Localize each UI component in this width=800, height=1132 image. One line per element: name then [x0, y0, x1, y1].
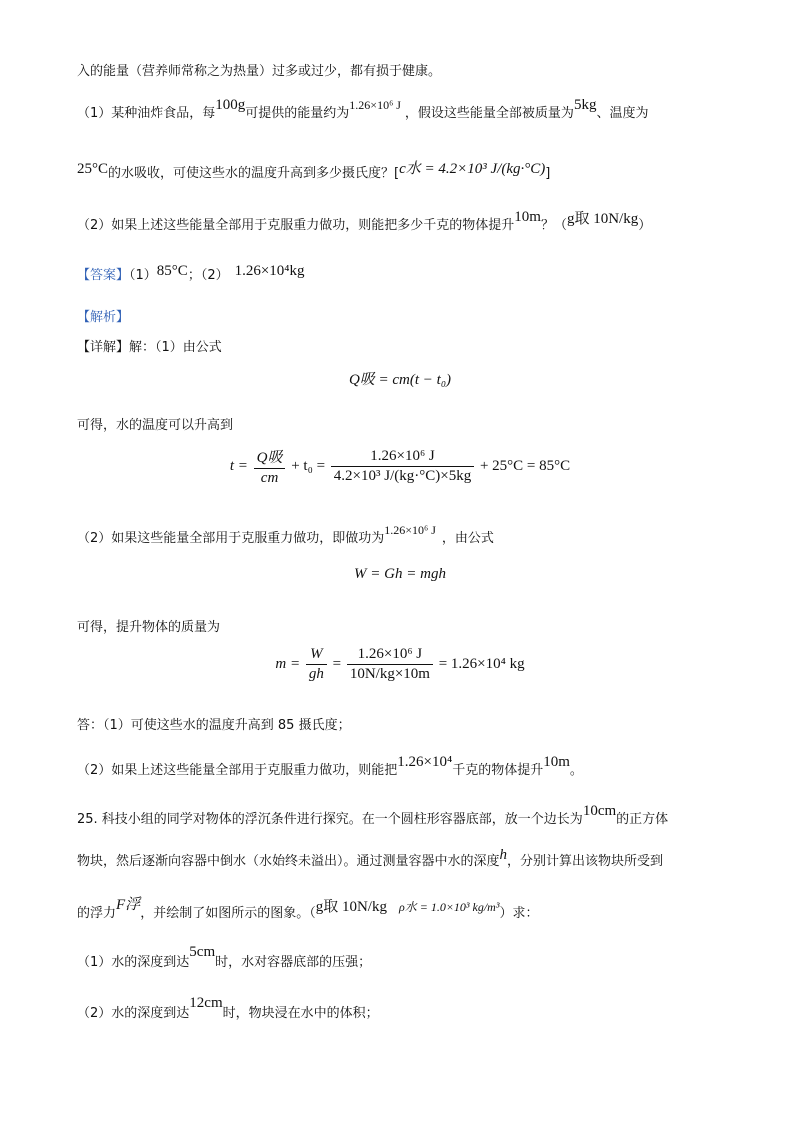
q25-sub2-value: 12cm: [189, 995, 223, 1011]
eq4-f1-den: gh: [308, 666, 324, 682]
equation-heat: Q吸 = cm(t − t₀): [348, 372, 452, 388]
conclusion2-text-3: 。: [569, 763, 583, 778]
answer-part-1: （1）: [129, 268, 157, 283]
part2-text-1: （2）如果这些能量全部用于克服重力做功，即做功为: [77, 531, 385, 546]
q25-text-3c: ）求：: [499, 906, 539, 921]
q25-side: 10cm: [582, 803, 617, 819]
q25-line-1: [77, 803, 669, 830]
eq2-fraction-1: [254, 446, 286, 487]
q2-text-3: ）: [638, 218, 652, 233]
answer-tag: 【答案】: [77, 268, 130, 283]
eq2-f2-num: 1.26×10⁶ J: [331, 448, 474, 467]
conclusion2-mass: 1.26×10⁴: [397, 754, 453, 770]
q25-sub1-text-a: （1）水的深度到达: [77, 955, 190, 970]
q25-text-3b: ，并绘制了如图所示的图象。（: [140, 906, 316, 921]
q1-text-6: ]: [545, 166, 551, 181]
eq4-f2-den: 10N/kg×10m: [349, 666, 430, 682]
detail-heading: 【详解】解：（1）由公式: [77, 340, 222, 355]
equation-mass: [0, 646, 800, 683]
q2-g-value: g取 10N/kg: [566, 211, 639, 227]
q1-text-5: 的水吸收，可使这些水的温度升高到多少摄氏度？[: [108, 166, 400, 181]
q1-temp: 25°C: [77, 161, 109, 177]
conclusion-2: [77, 754, 583, 781]
q2-height: 10m: [514, 209, 541, 225]
part2-text-2: ，由公式: [441, 531, 494, 546]
conclusion2-text-2: 千克的物体提升: [452, 763, 544, 778]
eq4-lhs: m =: [275, 656, 301, 672]
q25-sub2-text-b: 时，物块浸在水中的体积；: [222, 1006, 379, 1021]
equation-temperature: [0, 446, 800, 487]
q1-text-2: 可提供的能量约为: [245, 106, 350, 121]
answer-line: [77, 265, 305, 286]
q25-sub1-text-b: 时，水对容器底部的压强；: [215, 955, 372, 970]
eq2-f1-num: Q吸: [254, 446, 286, 469]
part2-energy: 1.26×10⁶ J: [384, 523, 436, 537]
eq4-fraction-2: [347, 646, 433, 683]
analysis-tag: 【解析】: [77, 310, 130, 325]
q2-text-2: ？（: [540, 218, 567, 233]
q25-sub-2: [77, 995, 379, 1024]
derive-mass-text: 可得，提升物体的质量为: [77, 620, 221, 635]
eq2-tail: + 25°C = 85°C: [479, 458, 571, 474]
answer-value-1: 85°C: [156, 263, 188, 279]
q2-text-1: （2）如果上述这些能量全部用于克服重力做功，则能把多少千克的物体提升: [77, 218, 515, 233]
q1-energy: 1.26×10⁶ J: [349, 98, 401, 112]
equation-work: W = Gh = mgh: [354, 566, 446, 582]
q25-sub2-text-a: （2）水的深度到达: [77, 1006, 190, 1021]
eq2-fraction-2: [331, 448, 474, 485]
derive-temperature-text: 可得，水的温度可以升高到: [77, 418, 234, 433]
question-1-line-2: [77, 163, 550, 184]
q25-line-3: [77, 897, 539, 924]
q1-specific-heat: c水 = 4.2×10³ J/(kg·°C): [399, 161, 546, 177]
q25-h: h: [499, 847, 508, 863]
q25-text-2b: ，分别计算出该物块所受到: [507, 854, 664, 869]
eq4-tail: = 1.26×10⁴ kg: [438, 656, 525, 672]
q1-water-mass: 5kg: [573, 97, 597, 113]
eq2-f1-den: cm: [260, 470, 279, 486]
q25-g: g取 10N/kg: [315, 899, 387, 915]
conclusion2-height: 10m: [543, 754, 570, 770]
eq4-fraction-1: [306, 646, 327, 683]
q25-sub1-value: 5cm: [189, 944, 216, 960]
q25-text-2: 物块，然后逐渐向容器中倒水（水始终未溢出）。通过测量容器中水的深度: [77, 854, 500, 869]
eq2-plus-t0: + t₀ =: [291, 458, 326, 474]
q1-mass: 100g: [215, 97, 246, 113]
q25-text-1: 25. 科技小组的同学对物体的浮沉条件进行探究。在一个圆柱形容器底部，放一个边长为: [77, 812, 583, 827]
eq4-f1-num: W: [306, 646, 327, 665]
eq2-f2-den: 4.2×10³ J/(kg·°C)×5kg: [333, 468, 472, 484]
answer-sep: ；（2）: [187, 268, 229, 283]
part-2-line: [77, 523, 494, 549]
q25-line-2: [77, 847, 664, 872]
conclusion2-text-1: （2）如果上述这些能量全部用于克服重力做功，则能把: [77, 763, 398, 778]
answer-value-2: 1.26×10⁴kg: [234, 263, 305, 279]
conclusion-1: 答：（1）可使这些水的温度升高到 85 摄氏度；: [77, 718, 351, 733]
q1-text-3: ，假设这些能量全部被质量为: [404, 106, 574, 121]
intro-text: 入的能量（营养师常称之为热量）过多或过少，都有损于健康。: [77, 64, 442, 79]
eq4-f2-num: 1.26×10⁶ J: [347, 646, 433, 665]
question-2-line: [77, 209, 652, 236]
question-1-line: [77, 97, 649, 124]
q25-text-1b: 的正方体: [616, 812, 669, 827]
q25-rho: ρ水 = 1.0×10³ kg/m³: [398, 900, 500, 914]
q25-buoyancy: F浮: [116, 897, 141, 913]
eq4-equals: =: [332, 656, 342, 672]
eq2-lhs: t =: [229, 458, 248, 474]
q1-text-1: （1）某种油炸食品，每: [77, 106, 216, 121]
q25-text-3: 的浮力: [77, 906, 117, 921]
q25-sub-1: [77, 944, 372, 973]
q1-text-4: 、温度为: [596, 106, 649, 121]
